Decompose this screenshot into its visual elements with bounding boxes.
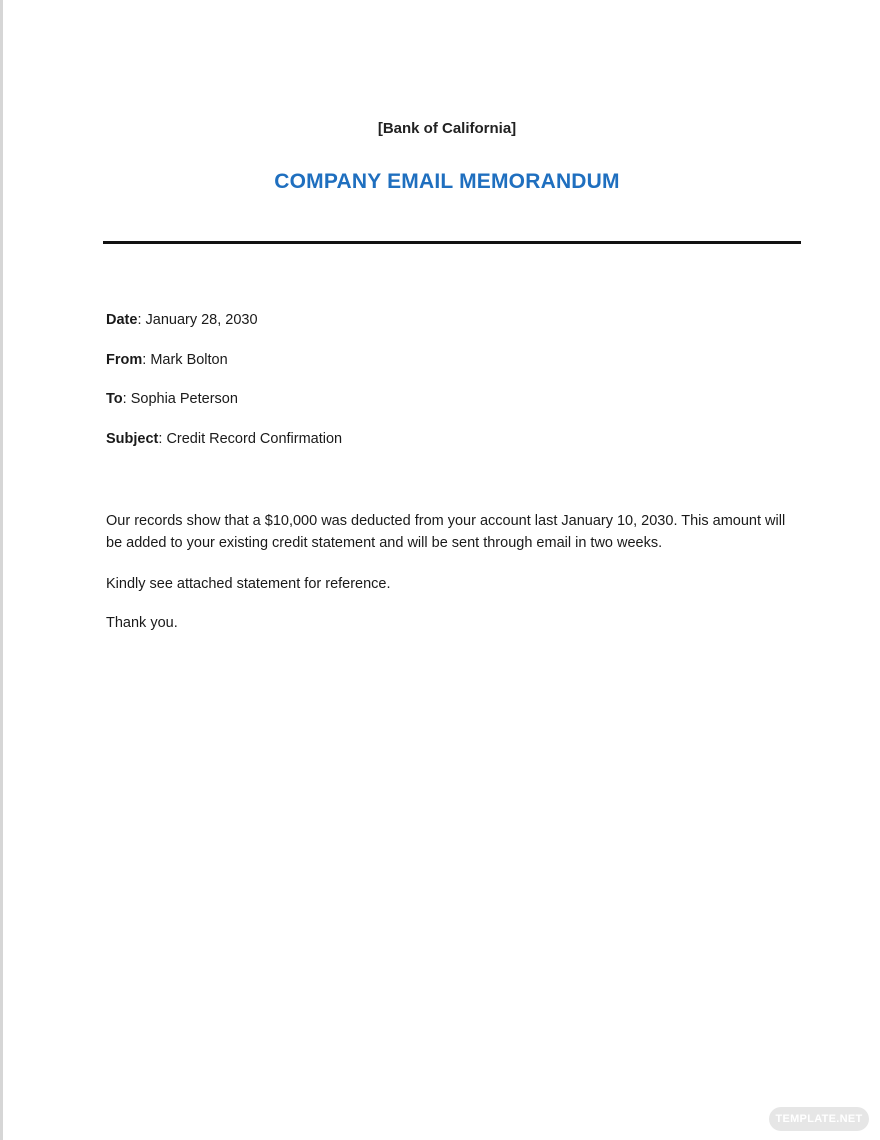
to-field xyxy=(106,391,238,407)
from-colon: : xyxy=(142,352,151,368)
to-label: To xyxy=(106,391,123,407)
date-value: January 28, 2030 xyxy=(145,312,258,328)
subject-value: Credit Record Confirmation xyxy=(166,431,343,447)
memo-document xyxy=(3,0,880,1140)
body-paragraph-3: Thank you. xyxy=(106,615,178,631)
from-label: From xyxy=(106,352,143,368)
memo-title: COMPANY EMAIL MEMORANDUM xyxy=(274,170,620,193)
subject-colon: : xyxy=(158,431,167,447)
to-colon: : xyxy=(122,391,131,407)
body-paragraph-2: Kindly see attached statement for reference. xyxy=(106,576,391,592)
to-value: Sophia Peterson xyxy=(130,391,238,407)
subject-field xyxy=(106,431,342,447)
template-watermark: TEMPLATE.NET xyxy=(769,1107,869,1131)
from-field xyxy=(106,352,228,368)
subject-label: Subject xyxy=(106,431,159,447)
date-label: Date xyxy=(106,312,138,328)
date-colon: : xyxy=(137,312,146,328)
from-value: Mark Bolton xyxy=(150,352,228,368)
date-field xyxy=(106,312,258,328)
body-paragraph-1: Our records show that a $10,000 was deducted from your account last January 10, 2030. This amount will be added to your existing credit statement and will be sent through email in two weeks. xyxy=(106,513,786,551)
header-divider xyxy=(103,241,801,244)
company-name: [Bank of California] xyxy=(377,120,517,137)
